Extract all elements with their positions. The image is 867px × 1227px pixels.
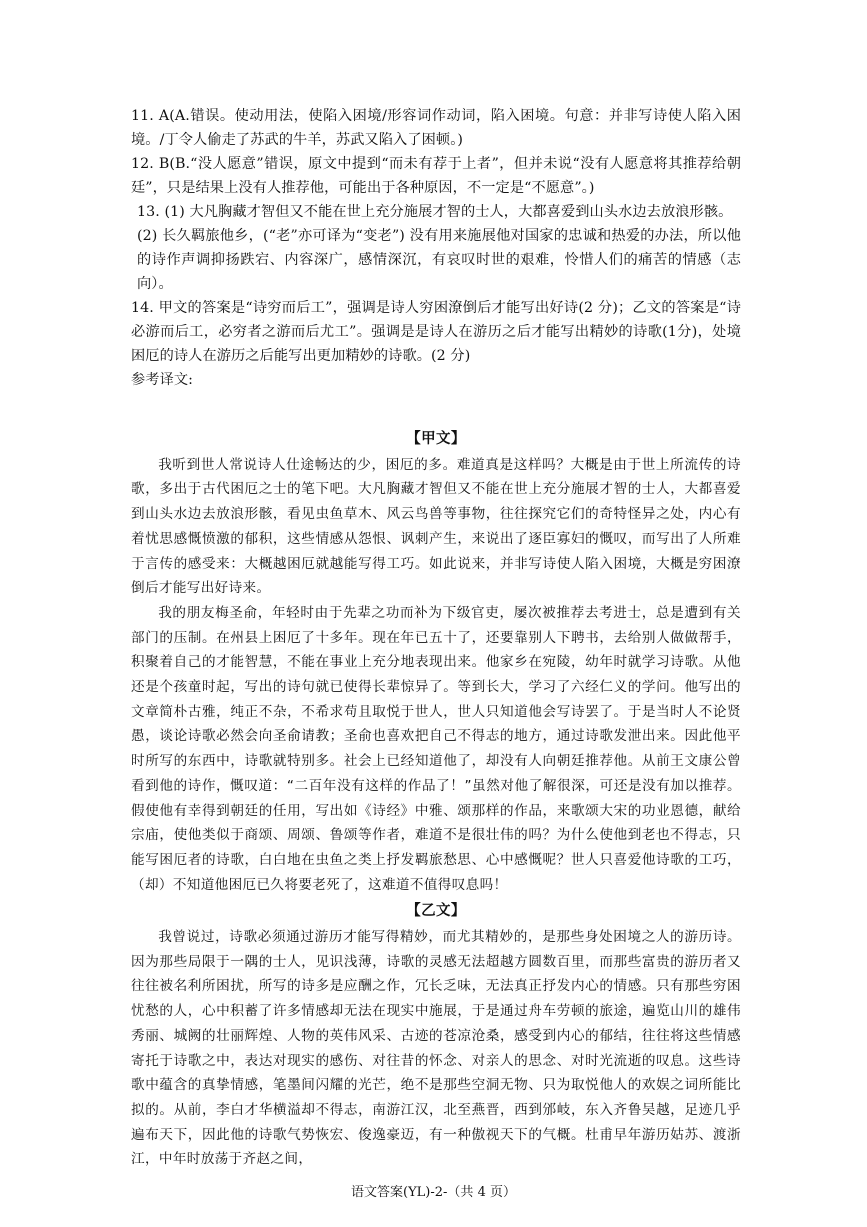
translation-section (131, 425, 741, 1172)
answer-12: 12. B(B.“没人愿意”错误，原文中提到“而未有荐于上者”，但并未说“没有人愿意将其推荐给朝廷”，只是结果上没有人推荐他，可能出于各种原因，不一定是“不愿意”。) (131, 156, 741, 196)
answer-14: 14. 甲文的答案是“诗穷而后工”，强调是诗人穷困潦倒后才能写出好诗(2 分)；乙文的答案是“诗必游而后工，必穷者之游而后尤工”。强调是是诗人在游历之后才能写出精妙的诗歌(1分)，处境困厄的诗人在游历之后能写出更加精妙的诗歌。(2 分) (131, 300, 741, 364)
yi-paragraph: 我曾说过，诗歌必须通过游历才能写得精妙，而尤其精妙的，是那些身处困境之人的游历诗。因为那些局限于一隅的士人，见识浅薄，诗歌的灵感无法超越方圆数百里，而那些富贵的游历者又往往被名利所困扰，所写的诗多是应酬之作，冗长乏味，无法真正抒发内心的情感。只有那些穷困忧愁的人，心中积蓄了许多情感却无法在现实中施展，于是通过舟车劳顿的旅途，遍览山川的雄伟秀丽、城阙的壮丽辉煌、人物的英伟风采、古迹的苍凉沧桑，感受到内心的郁结，往往将这些情感寄托于诗歌之中，表达对现实的感伤、对往昔的怀念、对亲人的思念、对时光流逝的叹息。这些诗歌中蕴含的真挚情感，笔墨间闪耀的光芒，绝不是那些空洞无物、只为取悦他人的欢娱之词所能比拟的。从前，李白才华横溢却不得志，南游江汉，北至燕晋，西到邠岐，东入齐鲁吴越，足迹几乎遍布天下，因此他的诗歌气势恢宏、俊逸豪迈，有一种傲视天下的气概。杜甫早年游历姑苏、渡浙江，中年时放荡于齐赵之间， (131, 929, 741, 1168)
answer-13-1: 13. (1) 大凡胸藏才智但又不能在世上充分施展才智的士人，大都喜爱到山头水边去放浪形骸。 (137, 204, 733, 220)
reference-translation-label: 参考译文: (131, 372, 194, 388)
jia-paragraph: 我听到世人常说诗人仕途畅达的少，困厄的多。难道真是这样吗？大概是由于世上所流传的诗歌，多出于古代困厄之士的笔下吧。大凡胸藏才智但又不能在世上充分施展才智的士人，大都喜爱到山头水边去放浪形骸，看见虫鱼草木、风云鸟兽等事物，往往探究它们的奇特怪异之处，内心有着忧思感慨愤激的郁积，这些情感从怨恨、讽刺产生，来说出了逐臣寡妇的慨叹，而写出了人所难于言传的感受来：大概越困厄就越能写得工巧。如此说来，并非写诗使人陷入困境，大概是穷困潦倒后才能写出好诗来。 (131, 456, 741, 597)
jia-paragraph: 我的朋友梅圣俞，年轻时由于先辈之功而补为下级官吏，屡次被推荐去考进士，总是遭到有关部门的压制。在州县上困厄了十多年。现在年已五十了，还要靠别人下聘书，去给别人做做帮手，积聚着自己的才能智慧，不能在事业上充分地表现出来。他家乡在宛陵，幼年时就学习诗歌。从他还是个孩童时起，写出的诗句就已使得长辈惊异了。等到长大，学习了六经仁义的学问。他写出的文章简朴古雅，纯正不杂，不希求苟且取悦于世人，世人只知道他会写诗罢了。于是当时人不论贤愚，谈论诗歌必然会向圣俞请教；圣俞也喜欢把自己不得志的地方，通过诗歌发泄出来。因此他平时所写的东西中，诗歌就特别多。社会上已经知道他了，却没有人向朝廷推荐他。从前王文康公曾看到他的诗作，慨叹道：“二百年没有这样的作品了！”虽然对他了解很深，可还是没有加以推荐。假使他有幸得到朝廷的任用，写出如《诗经》中雅、颂那样的作品，来歌颂大宋的功业恩德，献给宗庙，使他类似于商颂、周颂、鲁颂等作者，难道不是很壮伟的吗？为什么使他到老也不得志，只能写困厄者的诗歌，白白地在虫鱼之类上抒发羁旅愁思、心中感慨呢？世人只喜爱他诗歌的工巧，（却）不知道他困厄已久将要老死了，这难道不值得叹息吗！ (131, 604, 741, 893)
answer-11: 11. A(A.错误。使动用法，使陷入困境/形容词作动词，陷入困境。句意：并非写诗使人陷入困境。/丁令人偷走了苏武的牛羊，苏武又陷入了困顿。) (131, 108, 741, 148)
page-footer: 语文答案(YL)-2-（共 4 页） (351, 1185, 516, 1200)
answer-section (131, 104, 741, 392)
jia-title: 【甲文】 (406, 430, 466, 447)
answer-13-2: (2) 长久羁旅他乡，(“老”亦可译为“变老”) 没有用来施展他对国家的忠诚和热爱的办法，所以他的诗作声调抑扬跌宕、内容深广，感情深沉，有哀叹时世的艰难，怜惜人们的痛苦的情感（志向）。 (137, 228, 741, 292)
yi-title: 【乙文】 (406, 902, 466, 920)
